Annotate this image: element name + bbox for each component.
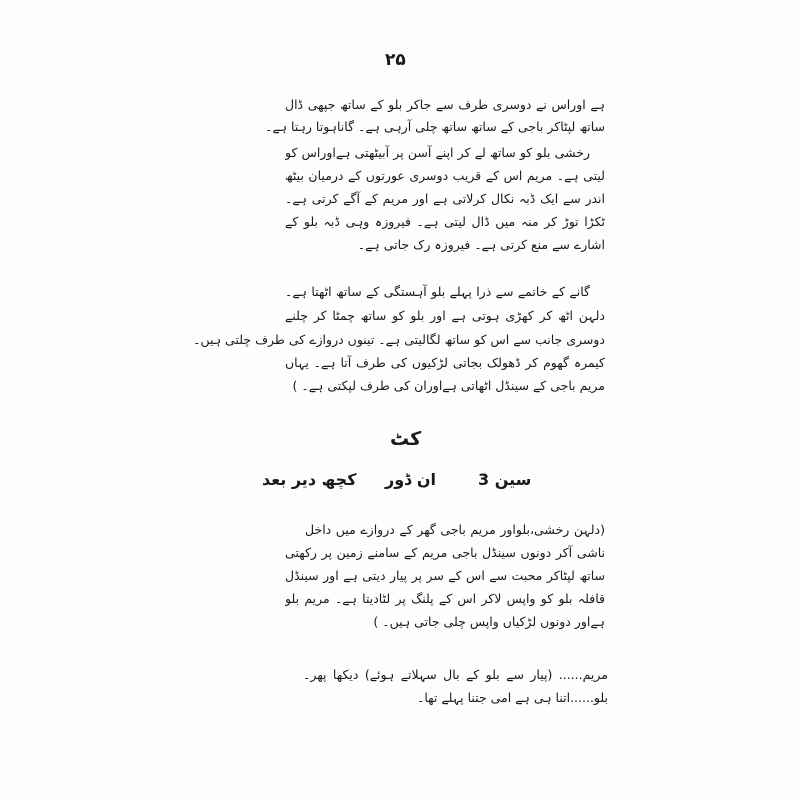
scene-time: کچھ دیر بعد: [262, 470, 357, 489]
text-line: قافلہ بلو کو واپس لاکر اس کے پلنگ پر لٹادیتا ہے۔ مریم بلو: [285, 591, 605, 606]
dialogue-line: مریم...... (پیار سے بلو کے بال سہلاتے ہوئے) دیکھا پھر۔: [303, 667, 608, 682]
text-line: رخشی بلو کو ساتھ لے کر اپنے آسن پر آبیٹھتی ہےاوراس کو: [285, 145, 590, 160]
text-line: ہےاور دونوں لڑکیاں واپس چلی جاتی ہیں۔ ): [373, 614, 605, 629]
scene-number: سین 3: [478, 470, 532, 489]
text-line: ٹکڑا توڑ کر منہ میں ڈال لیتی ہے۔ فیروزہ وہی ڈبہ بلو کے: [285, 214, 605, 229]
cut-heading: کٹ: [390, 428, 422, 450]
text-line: (دلہن رخشی،بلواور مریم باجی گھر کے دروازے میں داخل: [305, 522, 605, 537]
text-line: مریم باجی کے سینڈل اٹھاتی ہےاوران کی طرف لپکتی ہے۔ ): [292, 378, 605, 393]
text-line: اندر سے ایک ڈبہ نکال کرلاتی ہے اور مریم کے آگے کرتی ہے۔: [285, 191, 605, 206]
page-number: ۲۵: [385, 50, 406, 70]
text-line: اشارے سے منع کرتی ہے۔ فیروزہ رک جاتی ہے۔: [357, 237, 605, 252]
text-line: ہے اوراس نے دوسری طرف سے جاکر بلو کے ساتھ جپھی ڈال: [285, 97, 605, 112]
text-line: دلہن اٹھ کر کھڑی ہوتی ہے اور بلو کو ساتھ چمٹا کر چلنے: [285, 308, 605, 323]
text-line: لیتی ہے۔ مریم اس کے قریب دوسری عورتوں کے درمیان بیٹھ: [285, 168, 605, 183]
text-line: کیمرہ گھوم کر ڈھولک بجاتی لڑکیوں کی طرف آتا ہے۔ یہاں: [285, 355, 605, 370]
text-line: گانے کے خاتمے سے ذرا پہلے بلو آہستگی کے ساتھ اٹھتا ہے۔: [285, 284, 590, 299]
text-line: ناشی آکر دونوں سینڈل باجی مریم کے سامنے زمین پر رکھتی: [285, 545, 605, 560]
text-line: دوسری جانب سے اس کو ساتھ لگالیتی ہے۔ تینوں دروازے کی طرف چلتی ہیں۔: [193, 332, 605, 347]
text-line: ساتھ لپٹاکر محبت سے اس کے سر پر پیار دیتی ہے اور سینڈل: [285, 568, 605, 583]
text-line: ساتھ لپٹاکر باجی کے ساتھ ساتھ چلی آرہی ہے۔ گاناہوتا رہتا ہے۔: [265, 119, 605, 134]
scene-location: ان ڈور: [385, 470, 436, 489]
dialogue-line: بلو......اتنا ہی ہے امی جتنا پہلے تھا۔: [417, 690, 608, 705]
